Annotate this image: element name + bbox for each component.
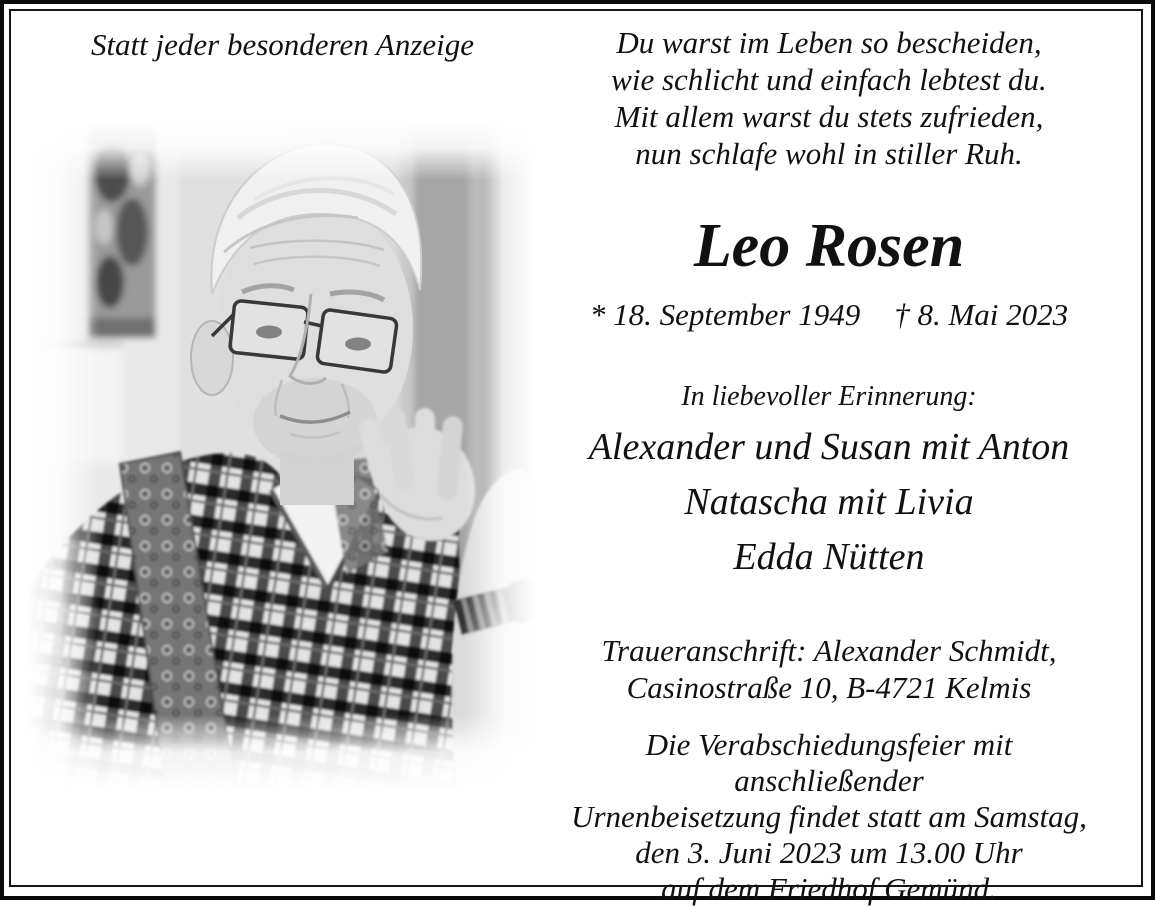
- mourner-line: Edda Nütten: [733, 536, 925, 578]
- pre-announcement-line: Statt jeder besonderen Anzeige: [90, 27, 475, 62]
- mourners-list: [548, 420, 1110, 585]
- poem-line: Mit allem warst du stets zufrieden,: [614, 99, 1044, 134]
- memory-label: In liebevoller Erinnerung:: [681, 381, 977, 412]
- service-line: Die Verabschiedungsfeier mit anschließender: [645, 727, 1013, 798]
- deceased-name: Leo Rosen: [693, 212, 965, 280]
- portrait-photo-illustration: [28, 122, 535, 790]
- service-line: Urnenbeisetzung findet statt am Samstag,: [571, 799, 1087, 834]
- memorial-poem: [548, 24, 1110, 172]
- poem-line: nun schlafe wohl in stiller Ruh.: [635, 136, 1023, 171]
- poem-line: wie schlicht und einfach lebtest du.: [611, 62, 1047, 97]
- service-announcement: [548, 727, 1110, 907]
- birth-date: * 18. September 1949: [589, 297, 861, 332]
- portrait-photo: [28, 122, 535, 790]
- death-date: † 8. Mai 2023: [894, 297, 1069, 332]
- address-line: Traueranschrift: Alexander Schmidt,: [601, 633, 1057, 668]
- service-line: den 3. Juni 2023 um 13.00 Uhr: [635, 835, 1023, 870]
- mourning-address: [548, 632, 1110, 706]
- address-line: Casinostraße 10, B-4721 Kelmis: [626, 670, 1032, 705]
- mourner-line: Alexander und Susan mit Anton: [588, 426, 1070, 468]
- poem-line: Du warst im Leben so bescheiden,: [616, 25, 1042, 60]
- mourner-line: Natascha mit Livia: [684, 481, 974, 523]
- life-dates: [548, 296, 1110, 334]
- service-line: auf dem Friedhof Gemünd.: [661, 871, 997, 906]
